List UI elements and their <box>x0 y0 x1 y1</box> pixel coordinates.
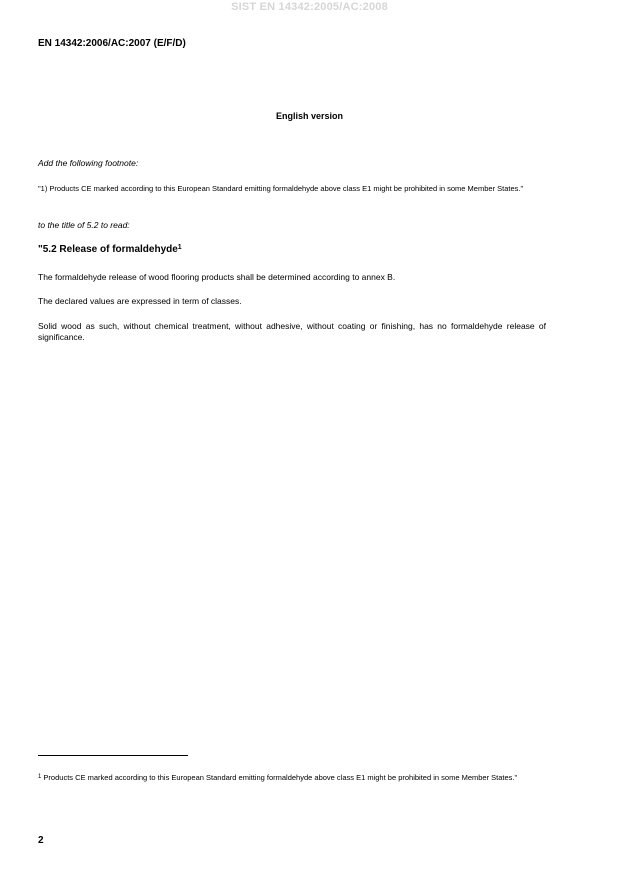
language-version-title: English version <box>275 111 344 121</box>
footnote <box>38 773 548 783</box>
instruction-add-footnote: Add the following footnote: <box>38 158 139 168</box>
section-heading <box>38 244 546 255</box>
footnote-quote-text: "1) Products CE marked according to this European Standard emitting formaldehyde above class E1 might be prohibited in some Member States." <box>38 184 524 193</box>
footnote-separator <box>38 755 188 756</box>
watermark: SIST EN 14342:2005/AC:2008 <box>231 1 388 13</box>
paragraph-solid-wood: Solid wood as such, without chemical treatment, without adhesive, without coating or finishing, has no formaldehyde release of significance. <box>38 321 546 342</box>
footnote-text: Products CE marked according to this European Standard emitting formaldehyde above class E1 might be prohibited in some Member States." <box>41 773 518 782</box>
page-number: 2 <box>38 835 44 846</box>
paragraph-release-determination: The formaldehyde release of wood flooring products shall be determined according to annex B. <box>38 272 396 282</box>
footnote-marker: 1 <box>38 774 42 780</box>
document-id-header: EN 14342:2006/AC:2007 (E/F/D) <box>38 38 186 49</box>
instruction-title-change: to the title of 5.2 to read: <box>38 220 130 230</box>
paragraph-declared-values: The declared values are expressed in term of classes. <box>38 296 242 306</box>
section-heading-text: "5.2 Release of formaldehyde <box>38 244 178 255</box>
section-heading-footnote-ref: 1 <box>177 244 182 251</box>
